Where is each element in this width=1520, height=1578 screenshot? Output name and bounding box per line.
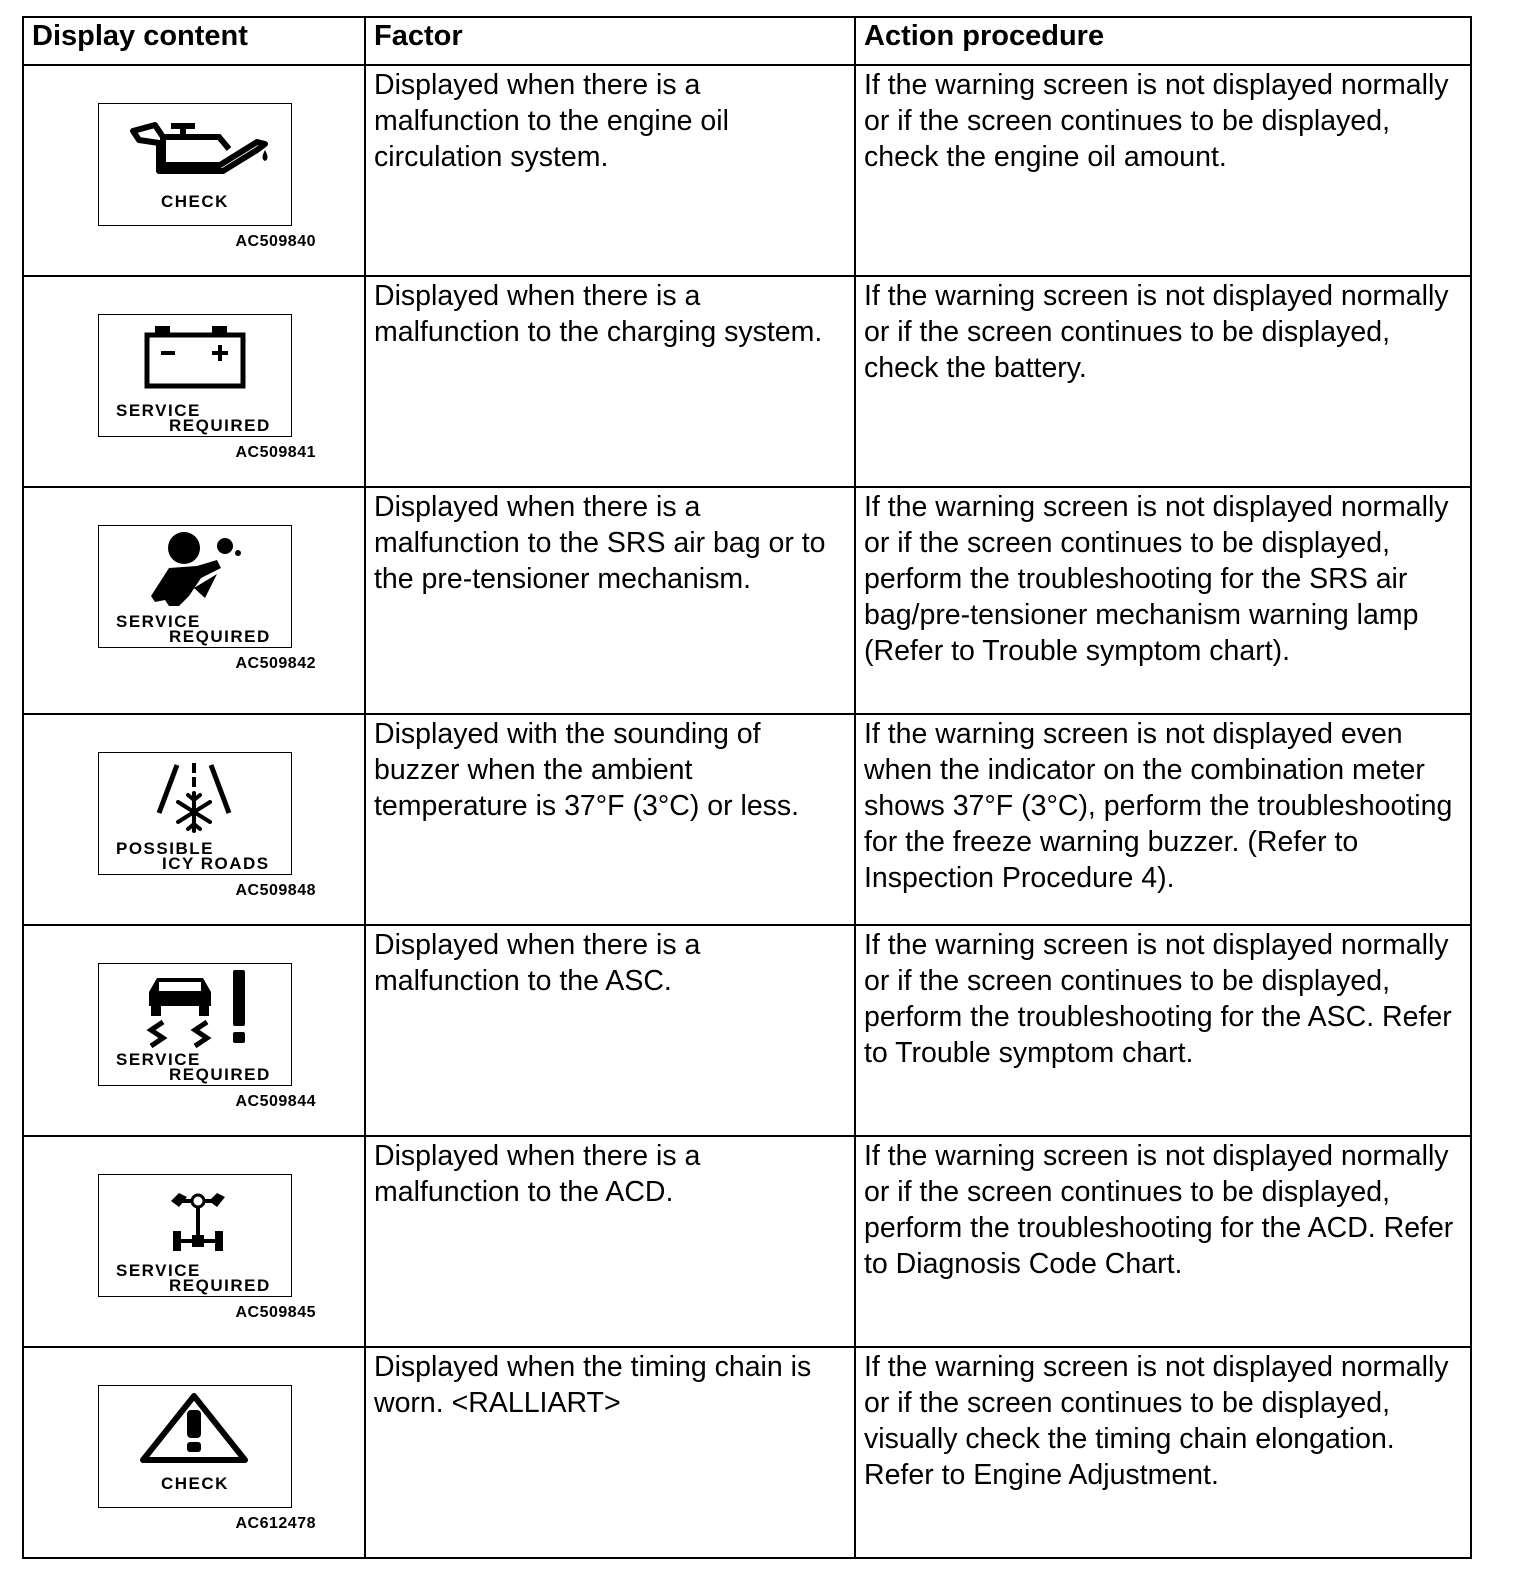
display-content-cell [23, 925, 365, 1136]
factor-cell: Displayed with the sounding of buzzer when the ambient temperature is 37°F (3°C) or less. [365, 714, 855, 925]
caption-line1: POSSIBLE [116, 839, 214, 858]
caption-line1: CHECK [161, 1474, 229, 1493]
table-row [23, 925, 1471, 1136]
caption-line1: SERVICE [116, 401, 201, 420]
display-content-cell [23, 276, 365, 487]
caption-line2: REQUIRED [169, 1276, 271, 1295]
action-cell: If the warning screen is not displayed normally or if the screen continues to be displayed, check the battery. [855, 276, 1471, 487]
display-panel [98, 1174, 292, 1297]
action-cell: If the warning screen is not displayed normally or if the screen continues to be displayed, visually check the timing chain elongation. Refer to Engine Adjustment. [855, 1347, 1471, 1558]
action-cell: If the warning screen is not displayed normally or if the screen continues to be displayed, perform the troubleshooting for the SRS air bag/pre-tensioner mechanism warning lamp (Refer to Trouble symptom chart). [855, 487, 1471, 714]
header-action-procedure [855, 17, 1471, 65]
header-row [23, 17, 1471, 65]
figure-code: AC509840 [235, 233, 316, 250]
factor-cell: Displayed when there is a malfunction to the ACD. [365, 1136, 855, 1347]
table-row [23, 714, 1471, 925]
header-factor-label: Factor [374, 20, 463, 52]
table-row [23, 1347, 1471, 1558]
caption-line2: REQUIRED [169, 627, 271, 646]
figure-code: AC509848 [235, 882, 316, 899]
figure-code: AC509842 [235, 655, 316, 672]
caption-line1: SERVICE [116, 1261, 201, 1280]
table-row [23, 1136, 1471, 1347]
header-display-content-label: Display content [32, 20, 248, 52]
caption-line1: CHECK [161, 192, 229, 211]
caption-line1: SERVICE [116, 612, 201, 631]
action-cell: If the warning screen is not displayed normally or if the screen continues to be displayed, perform the troubleshooting for the ASC. Refer to Trouble symptom chart. [855, 925, 1471, 1136]
display-content-cell [23, 487, 365, 714]
table-row [23, 487, 1471, 714]
display-panel [98, 525, 292, 648]
action-cell: If the warning screen is not displayed normally or if the screen continues to be displayed, perform the troubleshooting for the ACD. Refer to Diagnosis Code Chart. [855, 1136, 1471, 1347]
figure-code: AC612478 [235, 1515, 316, 1532]
display-content-cell [23, 1347, 365, 1558]
figure-code: AC509845 [235, 1304, 316, 1321]
figure-code: AC509841 [235, 444, 316, 461]
factor-cell: Displayed when there is a malfunction to the SRS air bag or to the pre-tensioner mechanism. [365, 487, 855, 714]
header-display-content [23, 17, 365, 65]
caption-line2: REQUIRED [169, 416, 271, 435]
factor-cell: Displayed when there is a malfunction to the charging system. [365, 276, 855, 487]
table-row [23, 276, 1471, 487]
table-row [23, 65, 1471, 276]
action-cell: If the warning screen is not displayed normally or if the screen continues to be displayed, check the engine oil amount. [855, 65, 1471, 276]
display-content-cell [23, 714, 365, 925]
factor-cell: Displayed when there is a malfunction to the ASC. [365, 925, 855, 1136]
caption-line1: SERVICE [116, 1050, 201, 1069]
caption-line2: REQUIRED [169, 1065, 271, 1084]
display-panel [98, 314, 292, 437]
header-action-procedure-label: Action procedure [864, 20, 1105, 52]
display-panel [98, 752, 292, 875]
header-factor [365, 17, 855, 65]
factor-cell: Displayed when the timing chain is worn. <RALLIART> [365, 1347, 855, 1558]
display-content-cell [23, 65, 365, 276]
display-panel [98, 103, 292, 226]
display-panel [98, 963, 292, 1086]
factor-cell: Displayed when there is a malfunction to the engine oil circulation system. [365, 65, 855, 276]
caption-line2: ICY ROADS [162, 854, 270, 873]
display-content-cell [23, 1136, 365, 1347]
display-panel [98, 1385, 292, 1508]
figure-code: AC509844 [235, 1093, 316, 1110]
warning-display-table [22, 16, 1472, 1559]
action-cell: If the warning screen is not displayed even when the indicator on the combination meter shows 37°F (3°C), perform the troubleshooting for the freeze warning buzzer. (Refer to Inspection Procedure 4). [855, 714, 1471, 925]
